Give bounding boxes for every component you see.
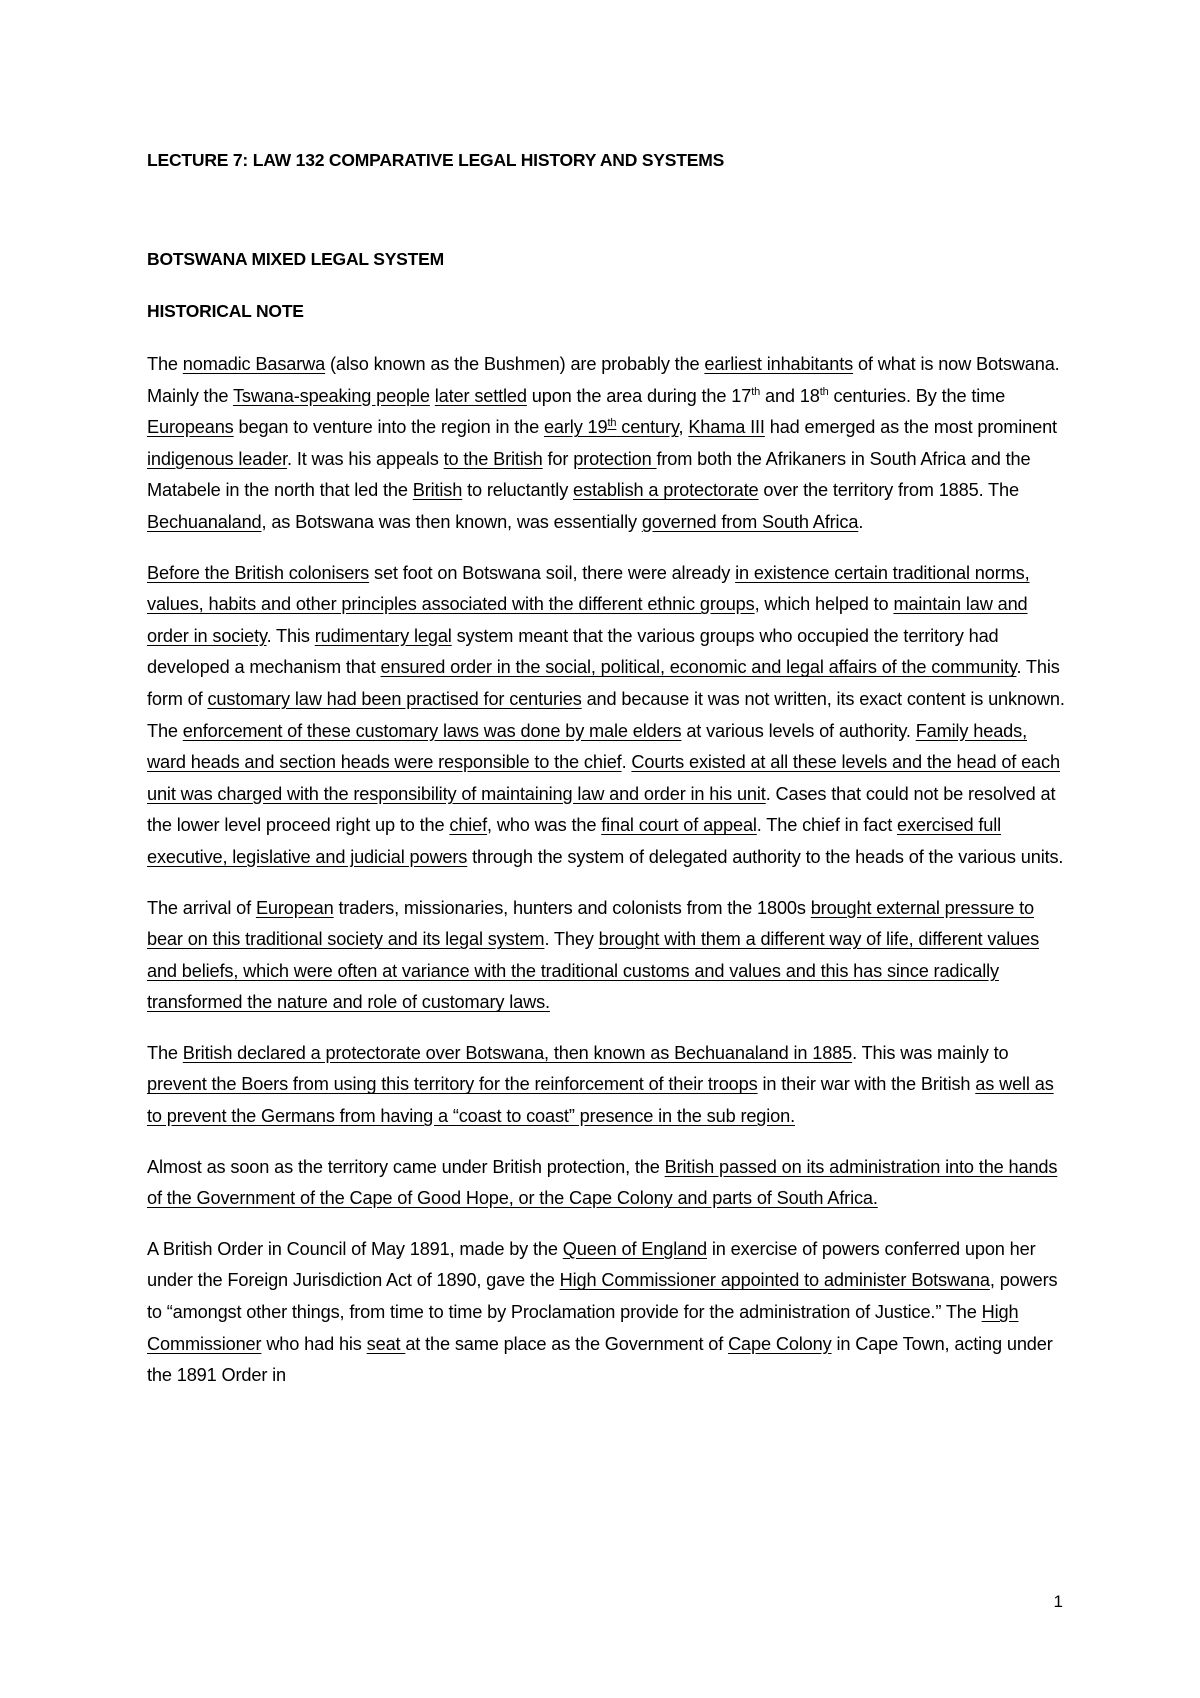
body-paragraph	[147, 893, 1067, 1019]
underlined-text: as well as to prevent the Germans from having a “coast to coast” presence in the sub region.	[147, 1074, 1054, 1127]
text-run: (also known as the Bushmen) are probably the	[325, 354, 705, 374]
text-run: of what is now Botswana. Mainly the	[147, 354, 1060, 406]
underlined-text: brought with them a different way of life, different values and beliefs, which were often at variance with the traditional customs and values and this has since radically transformed the nature and role of customary laws.	[147, 929, 1040, 1013]
text-run: had emerged as the most prominent	[764, 417, 1057, 438]
text-run: .	[621, 752, 632, 773]
text-run: , who was the	[487, 815, 602, 836]
underlined-text: High Commissioner appointed to administer Botswana	[559, 1270, 990, 1291]
text-run: who had his	[261, 1333, 367, 1354]
text-run: upon the area during the 17	[526, 385, 752, 406]
underlined-text: final court of appeal	[601, 815, 757, 836]
text-run: through the system of delegated authority to the heads of the various units.	[467, 846, 1064, 867]
text-run: , as Botswana was then known, was essentially	[261, 511, 642, 532]
text-run: for	[542, 448, 574, 469]
body-paragraph	[147, 558, 1067, 874]
text-run: traders, missionaries, hunters and colonists from the 1800s	[333, 897, 811, 918]
underlined-text: th	[607, 417, 617, 430]
underlined-text: indigenous leader	[147, 448, 288, 469]
underlined-text: protection	[573, 448, 657, 469]
text-run: .	[858, 511, 864, 532]
text-run: The	[147, 354, 183, 374]
text-run: in exercise of powers conferred upon her under the Foreign Jurisdiction Act of 1890, gave the	[147, 1238, 1036, 1291]
underlined-text: European	[255, 897, 334, 918]
text-run: The	[147, 1042, 183, 1063]
text-run: centuries. By the time	[828, 385, 1006, 406]
text-run: . This	[266, 625, 315, 646]
text-run: over the territory from 1885. The	[758, 480, 1019, 501]
underlined-text: Khama III	[688, 417, 765, 438]
underlined-text: Bechuanaland	[147, 511, 262, 532]
text-run: , which helped to	[754, 594, 894, 615]
underlined-text: to the British	[443, 448, 543, 469]
body-paragraph	[147, 1152, 1067, 1215]
text-run: began to venture into the region in the	[233, 417, 544, 438]
text-run: , powers to “amongst other things, from time to time by Proclamation provide for the administration of Justice.” The	[147, 1270, 1058, 1323]
underlined-text: governed from South Africa	[641, 511, 859, 532]
underlined-text: British	[412, 480, 463, 501]
section-title: BOTSWANA MIXED LEGAL SYSTEM	[147, 249, 444, 269]
underlined-text: Cape Colony	[728, 1333, 832, 1354]
underlined-text: Tswana-speaking people	[232, 385, 430, 406]
superscript-text: th	[819, 385, 829, 398]
underlined-text: later settled	[434, 385, 527, 406]
underlined-text: chief	[449, 815, 488, 836]
underlined-text: seat	[366, 1333, 406, 1354]
body-paragraph	[147, 1038, 1067, 1133]
body-paragraph	[147, 349, 1067, 539]
text-run: . This was mainly to	[852, 1042, 1009, 1063]
document-title: LECTURE 7: LAW 132 COMPARATIVE LEGAL HISTORY AND SYSTEMS	[147, 150, 725, 170]
text-run: at various levels of authority.	[681, 720, 916, 741]
text-run: in their war with the British	[757, 1074, 976, 1095]
underlined-text: brought external pressure to bear on this traditional society and its legal system	[147, 897, 1034, 950]
subsection-title: HISTORICAL NOTE	[147, 301, 304, 321]
page-number: 1	[1053, 1592, 1063, 1611]
text-run: from both the Afrikaners in South Africa and the Matabele in the north that led the	[147, 448, 1031, 501]
body-paragraph	[147, 1234, 1067, 1392]
superscript-text: th	[751, 385, 761, 398]
underlined-text: Before the British colonisers	[147, 562, 370, 583]
text-run: and 18	[760, 385, 820, 406]
text-run: . They	[544, 929, 599, 950]
underlined-text: in existence certain traditional norms, values, habits and other principles associated with the different ethnic groups	[147, 562, 1030, 615]
underlined-text: century	[616, 417, 679, 438]
text-run: . It was his appeals	[287, 448, 444, 469]
underlined-text: prevent the Boers from using this territory for the reinforcement of their troops	[147, 1074, 758, 1095]
underlined-text: Queen of England	[562, 1238, 708, 1259]
text-run: The arrival of	[147, 897, 256, 918]
text-run: A British Order in Council of May 1891, made by the	[147, 1238, 563, 1259]
underlined-text: exercised full executive, legislative and judicial powers	[147, 815, 1002, 867]
underlined-text: British passed on its administration into the hands of the Government of the Cape of Good Hope, or the Cape Colony and parts of South Africa.	[147, 1156, 1058, 1209]
underlined-text: earliest inhabitants	[704, 354, 854, 374]
paragraph-list	[147, 349, 1067, 1392]
underlined-text: nomadic Basarwa	[182, 354, 326, 374]
text-run: . This form of	[147, 657, 1060, 709]
underlined-text: early 19	[543, 417, 608, 438]
underlined-text: Courts existed at all these levels and the head of each unit was charged with the responsibility of maintaining law and order in his unit	[147, 752, 1060, 804]
text-run: and because it was not written, its exact content is unknown. The	[147, 688, 1065, 741]
underlined-text: rudimentary legal	[314, 625, 452, 646]
text-run: set foot on Botswana soil, there were already	[369, 562, 736, 583]
text-run: . Cases that could not be resolved at the lower level proceed right up to the	[147, 783, 1056, 836]
underlined-text: British declared a protectorate over Botswana, then known as Bechuanaland in 1885	[182, 1042, 853, 1063]
text-run: in Cape Town, acting under the 1891 Order in	[147, 1333, 1053, 1386]
text-run: at the same place as the Government of	[405, 1333, 729, 1354]
text-run: Almost as soon as the territory came under British protection, the	[147, 1156, 665, 1177]
underlined-text: maintain law and order in society	[147, 594, 1028, 646]
underlined-text: Europeans	[147, 417, 234, 438]
text-run: to reluctantly	[462, 480, 574, 501]
text-run: . The chief in fact	[756, 815, 898, 836]
text-run: system meant that the various groups who occupied the territory had developed a mechanism that	[147, 625, 999, 678]
text-run: ,	[678, 417, 689, 438]
underlined-text: enforcement of these customary laws was done by male elders	[182, 720, 682, 741]
underlined-text: customary law had been practised for centuries	[207, 688, 582, 709]
underlined-text: ensured order in the social, political, economic and legal affairs of the community	[380, 657, 1017, 678]
document-body	[147, 150, 1067, 1411]
underlined-text: establish a protectorate	[573, 480, 759, 501]
underlined-text: High Commissioner	[147, 1302, 1019, 1354]
underlined-text: Family heads, ward heads and section heads were responsible to the chief	[147, 720, 1027, 773]
